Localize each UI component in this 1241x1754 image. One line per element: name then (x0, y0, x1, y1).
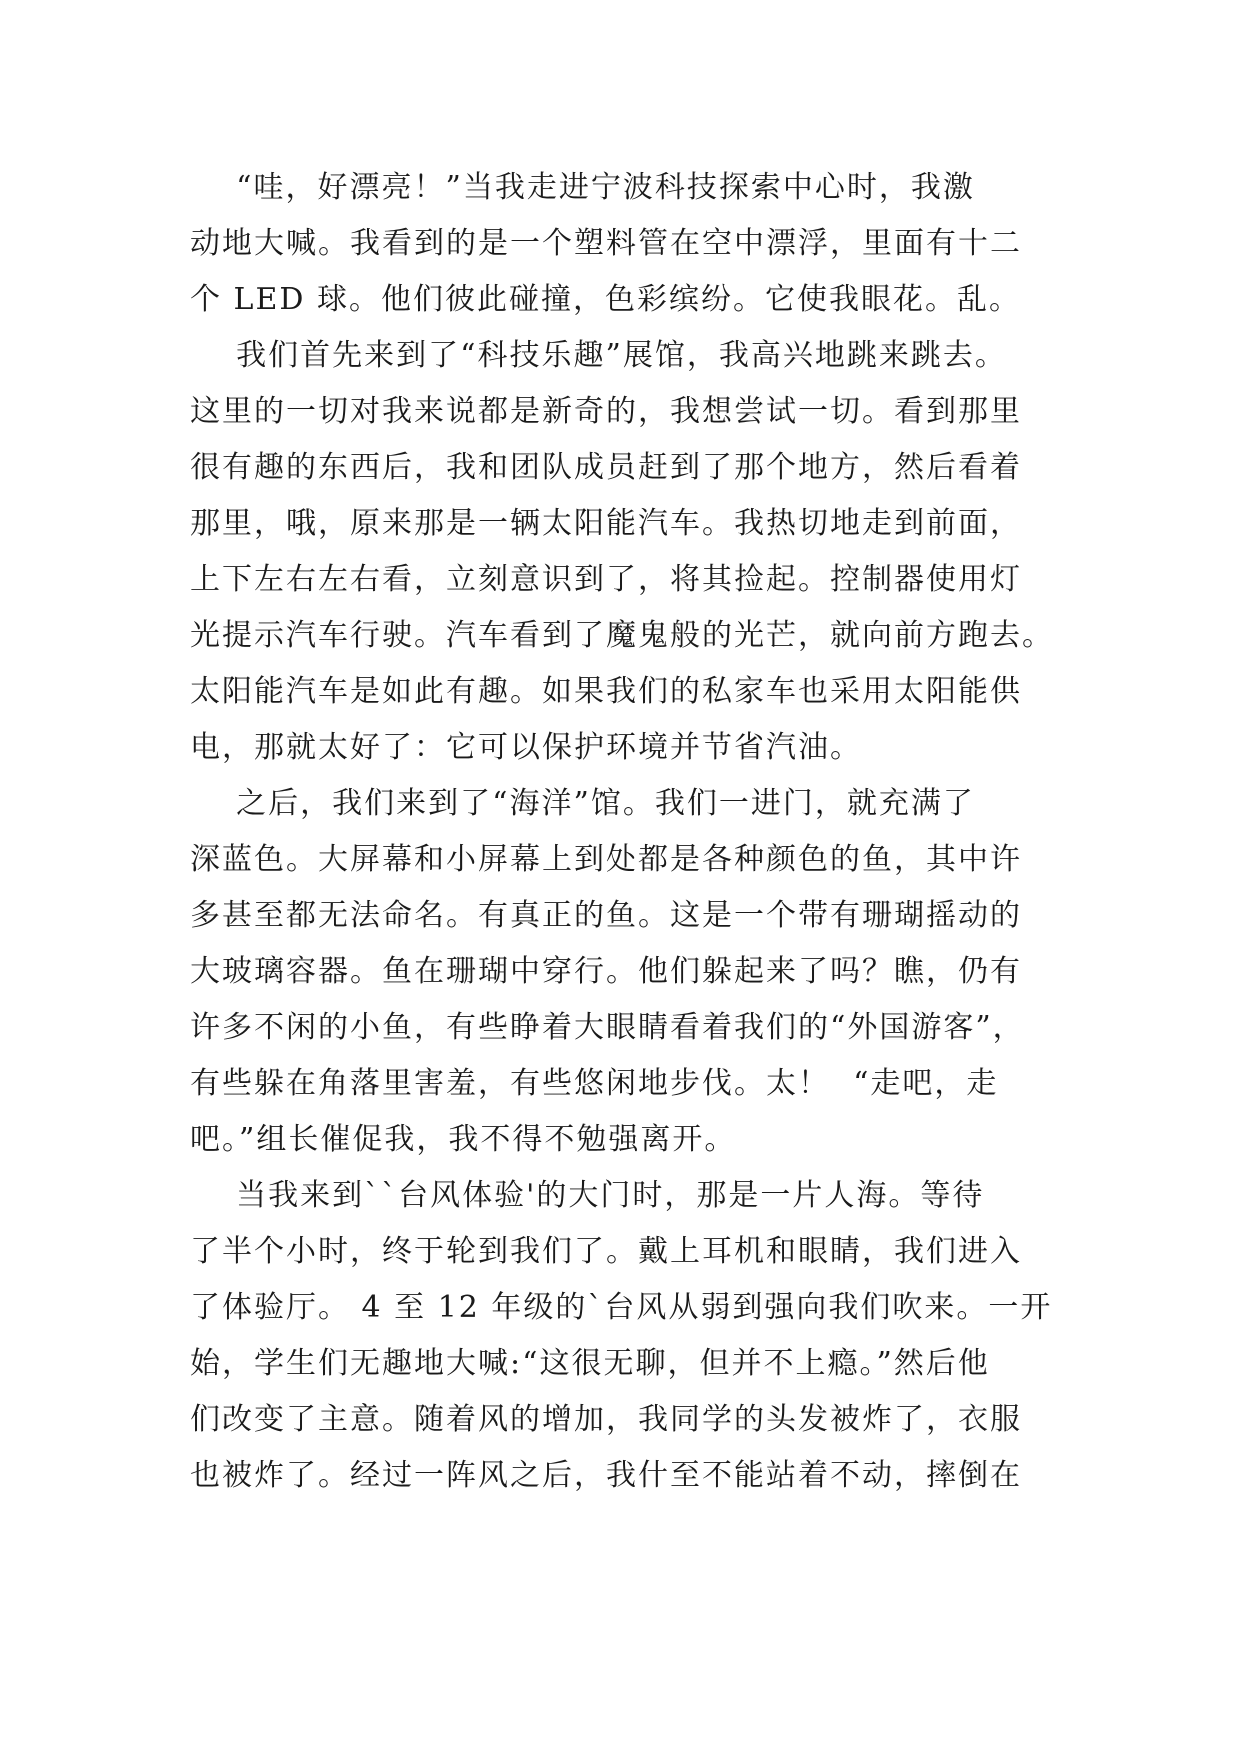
text-line: 吧。”组长催促我，我不得不勉强离开。 (190, 1122, 737, 1157)
text-line: 们改变了主意。随着风的增加，我同学的头发被炸了，衣服 (190, 1402, 1022, 1437)
text-line: 太阳能汽车是如此有趣。如果我们的私家车也采用太阳能供 (190, 674, 1022, 709)
text-line: 深蓝色。大屏幕和小屏幕上到处都是各种颜色的鱼，其中许 (190, 842, 1022, 877)
text-line: “哇，好漂亮！”当我走进宁波科技探索中心时，我激 (190, 170, 975, 205)
text-line: 了半个小时，终于轮到我们了。戴上耳机和眼睛，我们进入 (190, 1234, 1022, 1269)
text-line: 始，学生们无趣地大喊:“这很无聊，但并不上瘾。”然后他 (190, 1346, 990, 1381)
text-line: 之后，我们来到了“海洋”馆。我们一进门，就充满了 (190, 786, 975, 821)
text-line: 许多不闲的小鱼，有些睁着大眼睛看着我们的“外国游客”， (190, 1010, 1025, 1045)
text-line: 我们首先来到了“科技乐趣”展馆，我高兴地跳来跳去。 (190, 338, 1007, 373)
text-line: 电，那就太好了：它可以保护环境并节省汽油。 (190, 730, 862, 765)
text-line: 也被炸了。经过一阵风之后，我什至不能站着不动，摔倒在 (190, 1458, 1022, 1493)
text-line: 那里，哦，原来那是一辆太阳能汽车。我热切地走到前面， (190, 506, 1022, 541)
text-line: 当我来到``台风体验'的大门时，那是一片人海。等待 (190, 1178, 985, 1213)
text-line: 动地大喊。我看到的是一个塑料管在空中漂浮，里面有十二 (190, 226, 1022, 261)
text-line: 这里的一切对我来说都是新奇的，我想尝试一切。看到那里 (190, 394, 1022, 429)
text-line: 个 LED 球。他们彼此碰撞，色彩缤纷。它使我眼花。乱。 (190, 282, 1021, 317)
text-line: 上下左右左右看，立刻意识到了，将其捡起。控制器使用灯 (190, 562, 1022, 597)
text-line: 很有趣的东西后，我和团队成员赶到了那个地方，然后看着 (190, 450, 1022, 485)
text-line: 了体验厅。 4 至 12 年级的`台风从弱到强向我们吹来。一开 (190, 1290, 1053, 1325)
text-line: 有些躲在角落里害羞，有些悠闲地步伐。太！ “走吧，走 (190, 1066, 999, 1101)
text-line: 多甚至都无法命名。有真正的鱼。这是一个带有珊瑚摇动的 (190, 898, 1022, 933)
text-line: 大玻璃容器。鱼在珊瑚中穿行。他们躲起来了吗？瞧，仍有 (190, 954, 1022, 989)
text-line: 光提示汽车行驶。汽车看到了魔鬼般的光芒，就向前方跑去。 (190, 618, 1054, 653)
